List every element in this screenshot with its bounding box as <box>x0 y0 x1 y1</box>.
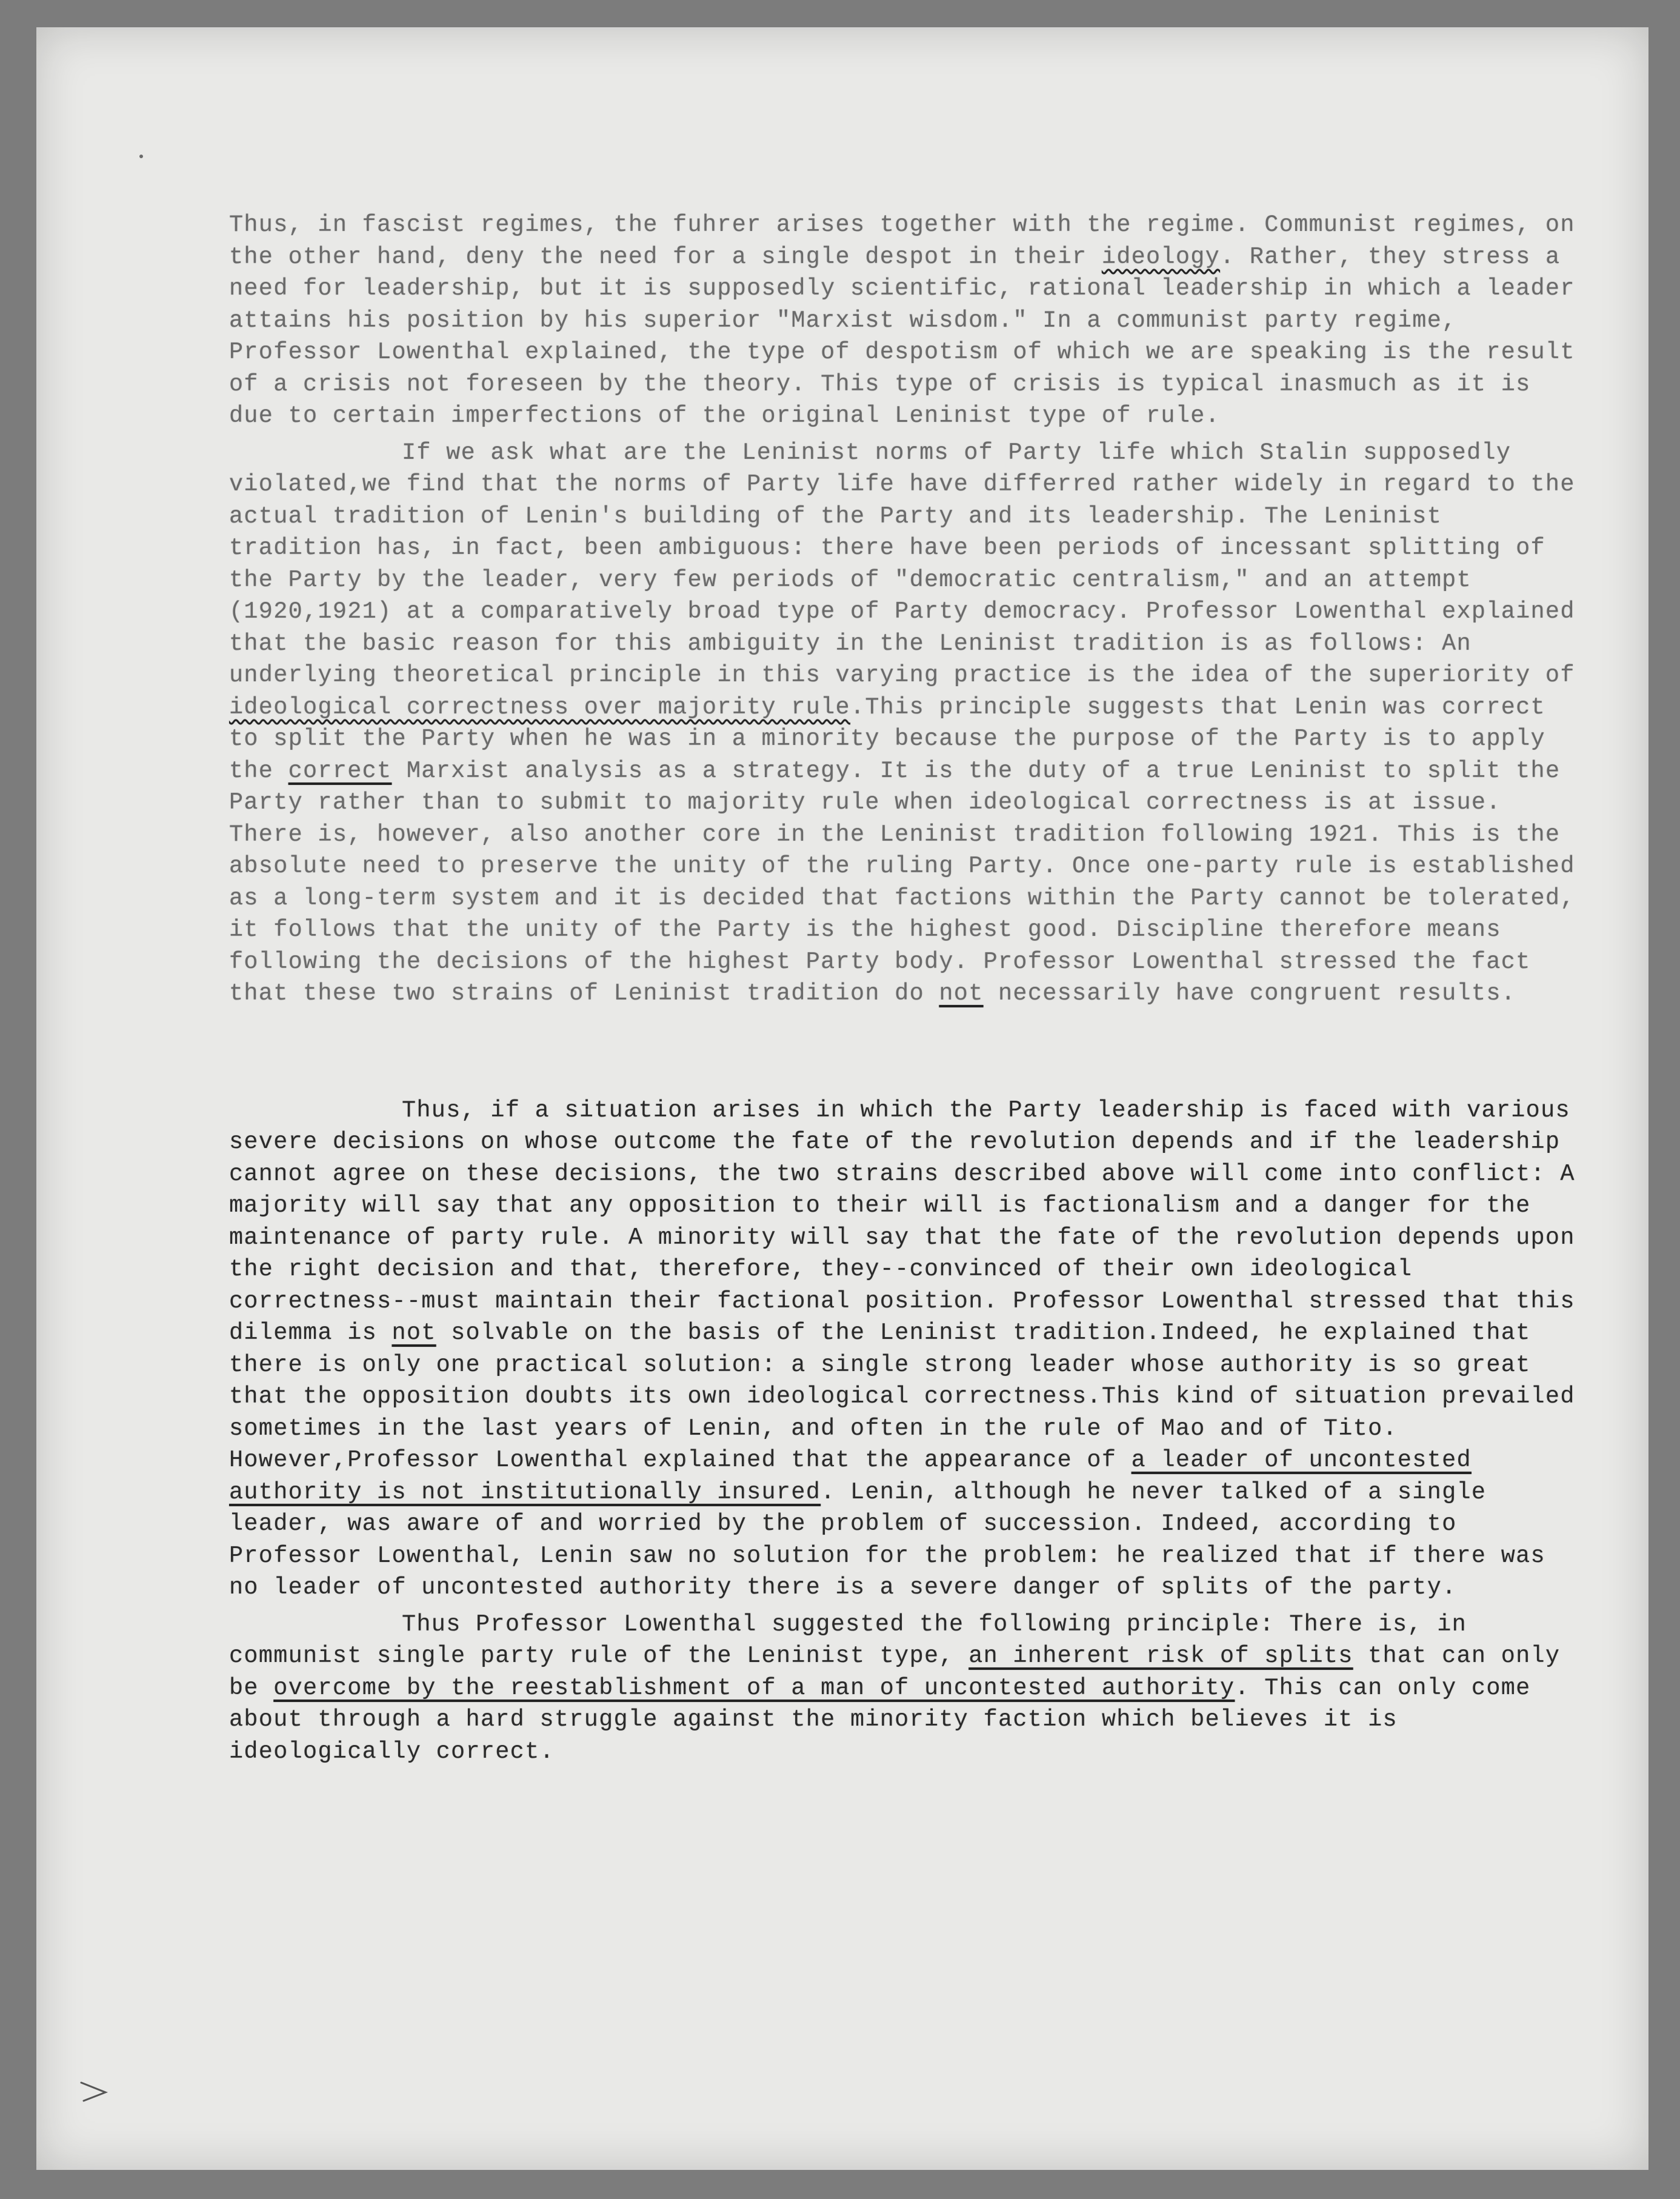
paragraph-p1 <box>229 209 1581 432</box>
page-speck <box>139 155 143 158</box>
typed-text-segment: Thus, if a situation arises in which the Party leadership is faced with various severe decisions on whose outcome the fate of the revolution depends and if the leadership cannot agree on these decisions, the two strains described above will come into conflict: A majority will say that any opposition to their will is factionalism and a danger for the maintenance of party rule. A minority will say that the fate of the revolution depends upon the right decision and that, therefore, they--convinced of their own ideological correctness--must maintain their factional position. Professor Lowenthal stressed that this dilemma is <box>229 1096 1575 1346</box>
handwritten-wavy-underline: ideology <box>1101 243 1221 270</box>
handwritten-underline: an inherent risk of splits <box>968 1643 1353 1669</box>
typed-text-segment: Thus Professor Lowenthal suggested the following principle: There is, in communist single party rule of the Leninist type, <box>229 1610 1467 1669</box>
handwritten-underline: not <box>939 980 984 1007</box>
handwritten-underline: overcome by the reestablishment of a man of uncontested authority <box>273 1674 1235 1701</box>
typed-text-segment: .This principle suggests that Lenin was correct to split the Party when he was in a minority because the purpose of the Party is to apply the <box>229 693 1545 784</box>
typed-text-segment: . Rather, they stress a need for leadership, but it is supposedly scientific, rational leadership in which a leader attains his position by his superior "Marxist wisdom." In a communist party regime, Professor Lowenthal explained, the type of despotism of which we are speaking is the result of a crisis not foreseen by the theory. This type of crisis is typical inasmuch as it is due to certain imperfections of the original Leninist type of rule. <box>229 243 1575 429</box>
typed-text-segment: necessarily have congruent results. <box>983 980 1516 1007</box>
paragraph-p2 <box>229 437 1581 1010</box>
typed-text-segment: If we ask what are the Leninist norms of Party life which Stalin supposedly violated,we find that the norms of Party life have differred rather widely in regard to the actual tradition of Lenin's building of the Party and its leadership. The Leninist tradition has, in fact, been ambiguous: there have been periods of incessant splitting of the Party by the leader, very few periods of "democratic centralism," and an attempt (1920,1921) at a comparatively broad type of Party democracy. Professor Lowenthal explained that the basic reason for this ambiguity in the Leninist tradition is as follows: An underlying theoretical principle in this varying practice is the idea of the superiority of <box>229 439 1575 689</box>
typed-text-segment: that can only be <box>229 1643 1561 1701</box>
paragraph-p3 <box>229 1095 1581 1604</box>
typed-text-segment: Marxist analysis as a strategy. It is the duty of a true Leninist to split the Party rather than to submit to majority rule when ideological correctness is at issue. There is, however, also another core in the Leninist tradition following 1921. This is the absolute need to preserve the unity of the ruling Party. Once one-party rule is established as a long-term system and it is decided that factions within the Party cannot be tolerated, it follows that the unity of the Party is the highest good. Discipline therefore means following the decisions of the highest Party body. Professor Lowenthal stressed the fact that these two strains of Leninist tradition do <box>229 757 1575 1007</box>
typed-text-segment: solvable on the basis of the Leninist tradition.Indeed, he explained that there is only one practical solution: a single strong leader whose authority is so great that the opposition doubts its own ideological correctness.This kind of situation prevailed sometimes in the last years of Lenin, and often in the rule of Mao and of Tito. However,Professor Lowenthal explained that the appearance of <box>229 1320 1575 1473</box>
handwritten-underline: a leader of uncontested authority is not institutionally insured <box>229 1447 1472 1506</box>
document-page <box>36 27 1648 2170</box>
pencil-tick-mark <box>79 2079 115 2103</box>
typed-text-segment: Thus, in fascist regimes, the fuhrer arises together with the regime. Communist regimes, on the other hand, deny the need for a single despot in their <box>229 212 1575 270</box>
handwritten-underline: correct <box>288 757 392 784</box>
typed-text-segment: . Lenin, although he never talked of a single leader, was aware of and worried by the problem of succession. Indeed, according to Professor Lowenthal, Lenin saw no solution for the problem: he realized that if there was no leader of uncontested authority there is a severe danger of splits of the party. <box>229 1478 1545 1601</box>
handwritten-wavy-underline: ideological correctness over majority rule <box>229 693 850 721</box>
paragraph-p4 <box>229 1609 1581 1768</box>
handwritten-underline: not <box>392 1320 436 1346</box>
typed-text-body <box>229 209 1581 1767</box>
typed-text-segment: . This can only come about through a hard struggle against the minority faction which believes it is ideologically correct. <box>229 1674 1531 1765</box>
